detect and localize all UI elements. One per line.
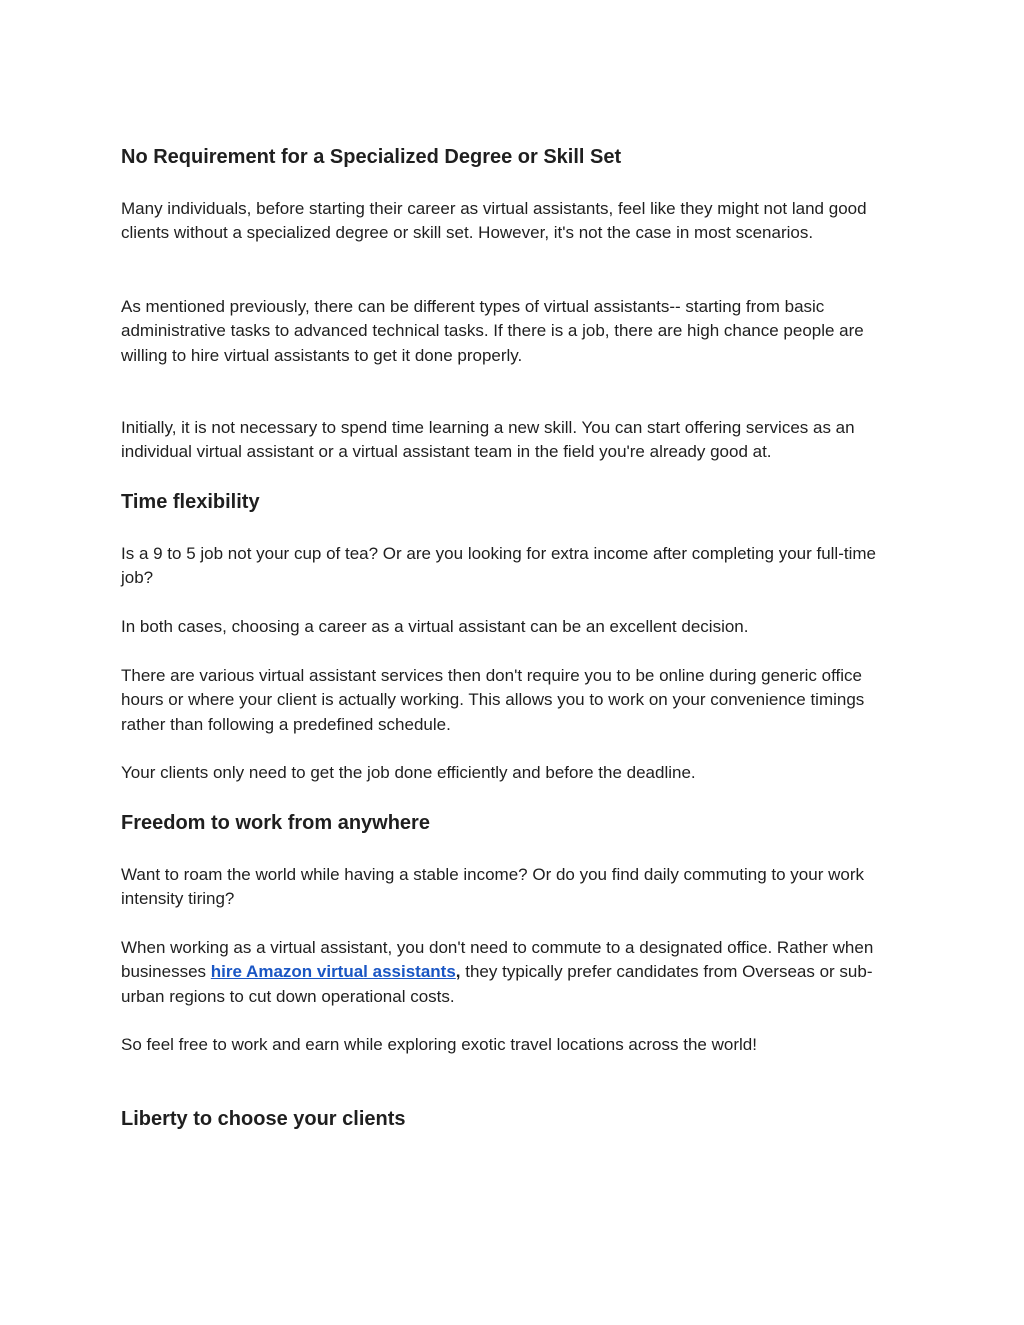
section-heading-degree: No Requirement for a Specialized Degree or Skill Set xyxy=(121,146,622,168)
paragraph-freedom-question: Want to roam the world while having a stable income? Or do you find daily commuting to your work intensity tiring? xyxy=(121,865,864,909)
paragraph-time-decision: In both cases, choosing a career as a virtual assistant can be an excellent decision. xyxy=(121,617,749,636)
hire-amazon-virtual-assistants-link[interactable]: hire Amazon virtual assistants xyxy=(210,962,456,982)
section-heading-freedom: Freedom to work from anywhere xyxy=(121,812,430,834)
paragraph-degree-intro: Many individuals, before starting their career as virtual assistants, feel like they might not land good clients without a specialized degree or skill set. However, it's not the case in most scenarios. xyxy=(121,199,867,243)
paragraph-freedom-commute-start: When working as a virtual assistant, you don't need to commute to a designated office. Rather when businesses xyxy=(121,938,874,982)
paragraph-time-services: There are various virtual assistant services then don't require you to be online during generic office hours or where your client is actually working. This allows you to work on your convenience timings rather than following a predefined schedule. xyxy=(121,666,865,734)
paragraph-time-question: Is a 9 to 5 job not your cup of tea? Or are you looking for extra income after completing your full-time job? xyxy=(121,544,876,588)
paragraph-degree-types: As mentioned previously, there can be different types of virtual assistants-- starting from basic administrative tasks to advanced technical tasks. If there is a job, there are high chance people are willing to hire virtual assistants to get it done properly. xyxy=(121,297,864,365)
paragraph-freedom-travel: So feel free to work and earn while exploring exotic travel locations across the world! xyxy=(121,1035,757,1054)
paragraph-freedom-commute xyxy=(121,936,901,1009)
section-heading-liberty: Liberty to choose your clients xyxy=(121,1108,406,1130)
paragraph-degree-initially: Initially, it is not necessary to spend time learning a new skill. You can start offering services as an individual virtual assistant or a virtual assistant team in the field you're already good at. xyxy=(121,418,855,462)
paragraph-time-deadline: Your clients only need to get the job done efficiently and before the deadline. xyxy=(121,763,696,782)
paragraph-freedom-commute-end: they typically prefer candidates from Overseas or sub-urban regions to cut down operational costs. xyxy=(121,962,873,1006)
link-trailing-comma: , xyxy=(455,962,461,982)
section-heading-time: Time flexibility xyxy=(121,491,260,513)
